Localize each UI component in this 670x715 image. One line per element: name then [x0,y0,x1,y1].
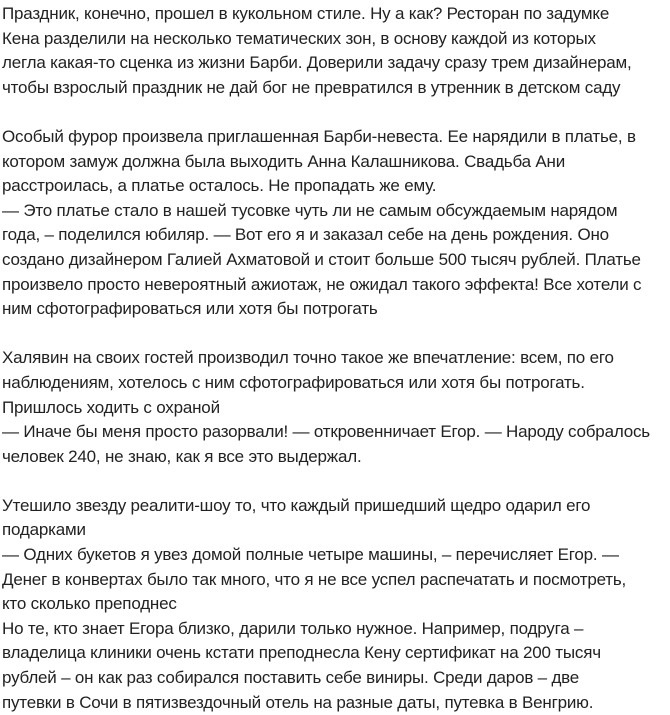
paragraph [2,494,670,715]
text-line: кто сколько преподнес [2,594,177,614]
text-line: человек 240, не знаю, как я все это выдержал. [2,446,362,466]
paragraph [2,346,670,469]
paragraph [2,2,670,100]
text-line: подарками [2,520,86,540]
text-line: расстроилась, а платье осталось. Не пропадать же ему. [2,176,437,196]
text-line: Но те, кто знает Егора близко, дарили только нужное. Например, подруга – [2,618,584,638]
text-line: создано дизайнером Галией Ахматовой и стоит больше 500 тысяч рублей. Платье [2,249,641,269]
text-line: Особый фурор произвела приглашенная Барби-невеста. Ее нарядили в платье, в [2,126,636,146]
text-line: Кена разделили на несколько тематических зон, в основу каждой из которых [2,28,596,48]
text-line: путевки в Сочи в пятизвездочный отель на разные даты, путевка в Венгрию. [2,692,594,712]
text-line: наблюдениям, хотелось с ним сфотографироваться или хотя бы потрогать. [2,372,585,392]
text-line: котором замуж должна была выходить Анна Калашникова. Свадьба Ани [2,151,565,171]
text-line: — Это платье стало в нашей тусовке чуть ли не самым обсуждаемым нарядом [2,200,618,220]
text-line: ним сфотографироваться или хотя бы потрогать [2,299,378,319]
text-line: владелица клиники очень кстати преподнесла Кену сертификат на 200 тысяч [2,643,601,663]
text-line: — Одних букетов я увез домой полные четыре машины, – перечисляет Егор. — [2,545,619,565]
text-line: чтобы взрослый праздник не дай бог не превратился в утренник в детском саду [2,77,621,97]
text-line: легла какая-то сценка из жизни Барби. Доверили задачу сразу трем дизайнерам, [2,53,632,73]
text-line: произвело просто невероятный ажиотаж, не ожидал такого эффекта! Все хотели с [2,274,642,294]
text-line: Денег в конвертах было так много, что я не все успел распечатать и посмотреть, [2,569,627,589]
text-line: Пришлось ходить с охраной [2,397,220,417]
text-line: — Иначе бы меня просто разорвали! — откровенничает Егор. — Народу собралось [2,422,650,442]
text-line: Праздник, конечно, прошел в кукольном стиле. Ну а как? Ресторан по задумке [2,4,610,23]
text-line: рублей – он как раз собирался поставить себе виниры. Среди даров – две [2,668,580,688]
text-line: года, – поделился юбиляр. — Вот его я и заказал себе на день рождения. Оно [2,225,609,245]
text-line: Халявин на своих гостей производил точно такое же впечатление: всем, по его [2,348,614,368]
text-line: Утешило звезду реалити-шоу то, что каждый пришедший щедро одарил его [2,495,591,515]
paragraph [2,125,670,322]
